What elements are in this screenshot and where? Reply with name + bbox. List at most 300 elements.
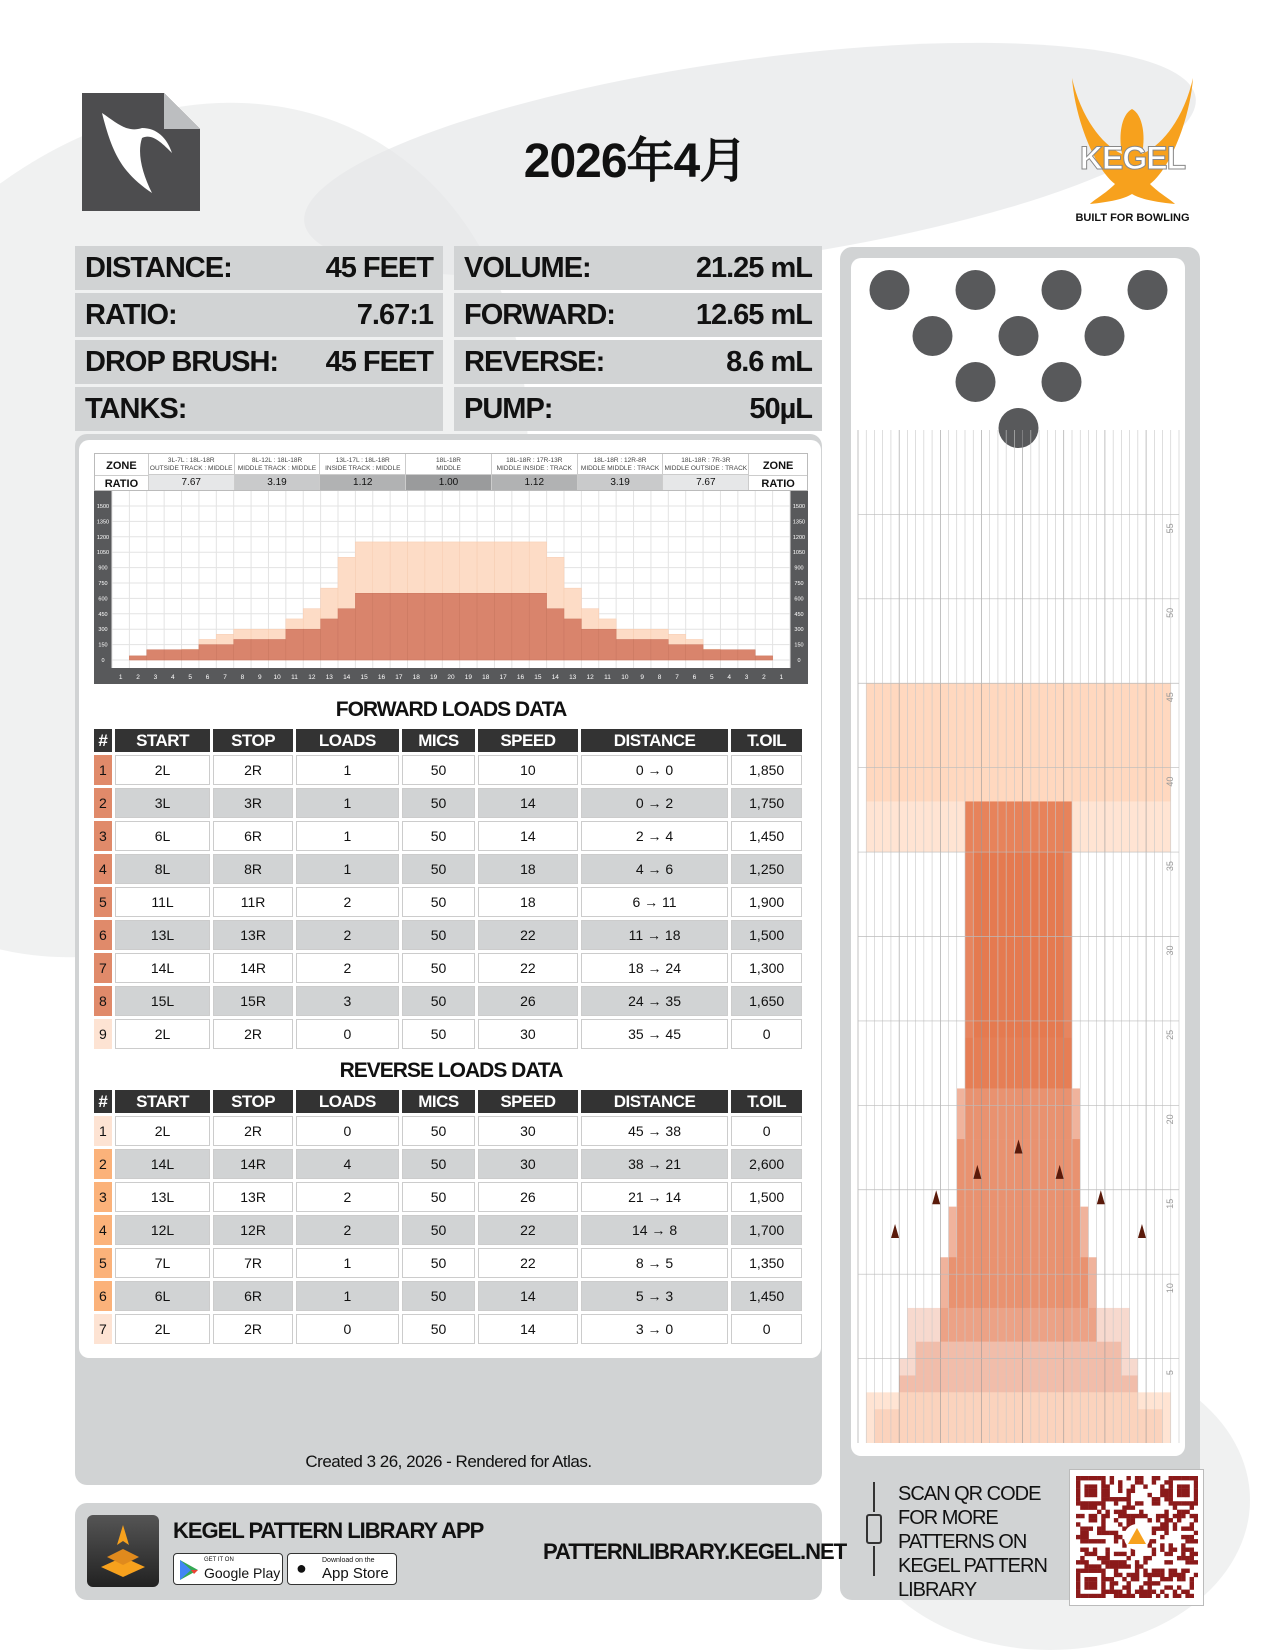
zone-name: MIDDLE — [436, 465, 461, 472]
table-cell: 1,850 — [731, 755, 802, 785]
oil-layer — [866, 683, 1171, 801]
qr-module — [1169, 1548, 1173, 1552]
qr-module — [1122, 1543, 1126, 1547]
pattern-file-logo — [82, 93, 200, 211]
table-cell: 5 → 3 — [581, 1281, 729, 1311]
table-cell: 30 — [478, 1116, 578, 1146]
table-cell: 14L — [115, 1149, 211, 1179]
qr-module — [1185, 1476, 1189, 1480]
target-arrow-icon — [1138, 1224, 1146, 1238]
qr-module — [1169, 1493, 1173, 1497]
qr-module — [1076, 1493, 1080, 1497]
qr-module — [1084, 1560, 1088, 1564]
qr-module — [1181, 1526, 1185, 1530]
qr-module — [1097, 1526, 1101, 1530]
table-cell: 14 — [478, 1281, 578, 1311]
x-tick-label: 17 — [395, 674, 403, 681]
qr-module — [1084, 1585, 1088, 1589]
zone-ratio: 1.12 — [492, 474, 577, 490]
zone-boards: 3L-7L : 18L-18R — [167, 457, 215, 464]
qr-module — [1164, 1493, 1168, 1497]
qr-module — [1105, 1564, 1109, 1568]
qr-module — [1126, 1556, 1130, 1560]
qr-module — [1126, 1564, 1130, 1568]
qr-module — [1126, 1518, 1130, 1522]
bar-front — [303, 629, 320, 660]
table-cell: 0 — [731, 1019, 802, 1049]
google-play-button[interactable] — [173, 1553, 283, 1585]
y-tick-label-right: 750 — [794, 581, 804, 587]
table-cell: 2L — [115, 1116, 211, 1146]
x-tick-label: 2 — [762, 674, 766, 681]
qr-module — [1181, 1510, 1185, 1514]
qr-module — [1097, 1539, 1101, 1543]
x-tick-label: 16 — [377, 674, 386, 681]
qr-module — [1181, 1489, 1185, 1493]
qr-module — [1169, 1573, 1173, 1577]
table-cell: 9 — [94, 1019, 112, 1049]
qr-module — [1122, 1505, 1126, 1509]
table-cell: 14 → 8 — [581, 1215, 729, 1245]
stat-label: TANKS: — [85, 392, 187, 425]
pin-icon — [1042, 270, 1082, 310]
kegel-logo — [1060, 74, 1205, 229]
table-row — [94, 920, 802, 950]
y-tick-label-left: 750 — [98, 581, 108, 587]
qr-module — [1177, 1510, 1181, 1514]
y-tick-label-right: 1200 — [792, 534, 806, 541]
stat-tanks — [75, 387, 443, 431]
qr-module — [1143, 1556, 1147, 1560]
app-icon[interactable] — [87, 1515, 159, 1587]
qr-module — [1118, 1552, 1122, 1556]
table-cell: 2R — [213, 755, 293, 785]
qr-module — [1118, 1480, 1122, 1484]
bar-front — [668, 645, 685, 660]
qr-module — [1194, 1501, 1198, 1505]
qr-module — [1126, 1514, 1130, 1518]
table-cell: 5 — [94, 1248, 112, 1278]
column-header: DISTANCE — [581, 729, 729, 752]
table-cell: 35 → 45 — [581, 1019, 729, 1049]
qr-module — [1080, 1531, 1084, 1535]
qr-module — [1194, 1493, 1198, 1497]
qr-module — [1152, 1526, 1156, 1530]
qr-module — [1122, 1510, 1126, 1514]
qr-module — [1097, 1564, 1101, 1568]
column-header: START — [115, 729, 211, 752]
zone-name: MIDDLE INSIDE : TRACK — [496, 465, 572, 472]
qr-module — [1164, 1489, 1168, 1493]
qr-module — [1143, 1484, 1147, 1488]
bar-front — [234, 639, 251, 660]
table-cell: 2L — [115, 1314, 211, 1344]
qr-module — [1089, 1539, 1093, 1543]
zone-boards: 18L-18R : 17R-13R — [506, 457, 563, 464]
qr-module — [1190, 1560, 1194, 1564]
qr-module — [1173, 1548, 1177, 1552]
zone-ratio: 3.19 — [235, 474, 320, 490]
qr-module — [1139, 1594, 1143, 1598]
table-cell: 26 — [478, 986, 578, 1016]
bar-front — [477, 593, 494, 660]
y-tick-label-left: 600 — [98, 596, 108, 603]
qr-module — [1173, 1505, 1177, 1509]
table-cell: 50 — [402, 1149, 475, 1179]
table-cell: 50 — [402, 1248, 475, 1278]
column-header: START — [115, 1090, 211, 1113]
qr-module — [1080, 1569, 1084, 1573]
qr-module — [1152, 1539, 1156, 1543]
column-header: LOADS — [296, 729, 399, 752]
table-row — [94, 1281, 802, 1311]
qr-module — [1190, 1585, 1194, 1589]
qr-module — [1190, 1552, 1194, 1556]
column-header: T.OIL — [731, 729, 802, 752]
qr-module — [1126, 1581, 1130, 1585]
qr-module — [1089, 1581, 1093, 1585]
x-tick-label: 19 — [429, 674, 438, 681]
zone-column — [663, 454, 749, 490]
target-arrow-icon — [1097, 1190, 1105, 1204]
table-cell: 11 → 18 — [581, 920, 729, 950]
qr-module — [1093, 1493, 1097, 1497]
zone-name: INSIDE TRACK : MIDDLE — [325, 465, 401, 472]
stat-label: DISTANCE: — [85, 251, 232, 284]
table-cell: 1,300 — [731, 953, 802, 983]
qr-module — [1093, 1514, 1097, 1518]
stat-value: 12.65 mL — [695, 298, 812, 331]
table-cell: 7R — [213, 1248, 293, 1278]
table-cell: 8 → 5 — [581, 1248, 729, 1278]
qr-module — [1185, 1489, 1189, 1493]
qr-module — [1181, 1543, 1185, 1547]
qr-module — [1126, 1501, 1130, 1505]
qr-module — [1101, 1489, 1105, 1493]
qr-module — [1122, 1560, 1126, 1564]
qr-module — [1181, 1484, 1185, 1488]
qr-module — [1118, 1522, 1122, 1526]
table-cell: 0 — [296, 1019, 399, 1049]
table-cell: 22 — [478, 1248, 578, 1278]
x-tick-label: 3 — [153, 674, 158, 681]
oil-layer — [899, 1359, 1138, 1393]
qr-module — [1076, 1594, 1080, 1598]
zone-ratio-table — [94, 453, 808, 491]
qr-module — [1164, 1480, 1168, 1484]
table-cell: 2R — [213, 1314, 293, 1344]
qr-module — [1135, 1590, 1139, 1594]
table-cell: 2L — [115, 1019, 211, 1049]
x-tick-label: 10 — [273, 674, 281, 681]
app-promo-bar — [75, 1503, 847, 1600]
app-store-button[interactable] — [287, 1553, 397, 1585]
qr-module — [1084, 1564, 1088, 1568]
qr-module — [1105, 1489, 1109, 1493]
qr-module — [1126, 1505, 1130, 1509]
table-cell: 4 — [94, 1215, 112, 1245]
qr-module — [1101, 1476, 1105, 1480]
qr-module — [1143, 1581, 1147, 1585]
qr-module — [1101, 1585, 1105, 1589]
qr-module — [1152, 1531, 1156, 1535]
qr-module — [1152, 1569, 1156, 1573]
y-tick-label-right: 1050 — [792, 550, 806, 557]
qr-module — [1131, 1489, 1135, 1493]
qr-module — [1148, 1590, 1152, 1594]
qr-module — [1093, 1505, 1097, 1509]
x-tick-label: 17 — [499, 674, 507, 681]
qr-module — [1185, 1510, 1189, 1514]
table-cell: 2R — [213, 1019, 293, 1049]
table-cell: 6R — [213, 821, 293, 851]
qr-module — [1152, 1590, 1156, 1594]
qr-module — [1190, 1556, 1194, 1560]
distance-label: 5 — [1165, 1370, 1175, 1376]
qr-module — [1139, 1564, 1143, 1568]
qr-module — [1169, 1585, 1173, 1589]
x-tick-label: 4 — [171, 674, 175, 681]
table-cell: 10 — [478, 755, 578, 785]
qr-module — [1181, 1535, 1185, 1539]
distance-label: 15 — [1165, 1198, 1175, 1209]
qr-module — [1118, 1535, 1122, 1539]
qr-module — [1160, 1484, 1164, 1488]
x-tick-label: 15 — [534, 674, 542, 681]
qr-module — [1126, 1573, 1130, 1577]
table-cell: 30 — [478, 1149, 578, 1179]
qr-module — [1105, 1484, 1109, 1488]
qr-module — [1143, 1514, 1147, 1518]
qr-module — [1185, 1539, 1189, 1543]
qr-module — [1181, 1552, 1185, 1556]
qr-module — [1089, 1569, 1093, 1573]
y-tick-label-left: 900 — [98, 565, 108, 572]
zone-ratio: 1.00 — [406, 474, 491, 490]
table-cell: 15R — [213, 986, 293, 1016]
qr-module — [1101, 1505, 1105, 1509]
qr-module — [1110, 1480, 1114, 1484]
bar-front — [720, 650, 737, 660]
qr-module — [1173, 1522, 1177, 1526]
qr-module — [1118, 1484, 1122, 1488]
qr-module — [1160, 1535, 1164, 1539]
qr-module — [1089, 1518, 1093, 1522]
qr-code[interactable] — [1069, 1469, 1204, 1606]
qr-module — [1173, 1590, 1177, 1594]
qr-module — [1148, 1573, 1152, 1577]
qr-module — [1089, 1505, 1093, 1509]
zone-column — [149, 454, 235, 490]
brand-wordmark: KEGEL — [1079, 140, 1186, 176]
qr-module — [1084, 1552, 1088, 1556]
qr-module — [1194, 1514, 1198, 1518]
qr-module — [1084, 1577, 1088, 1581]
x-tick-label: 6 — [205, 674, 210, 681]
qr-module — [1110, 1560, 1114, 1564]
table-cell: 6 — [94, 1281, 112, 1311]
stat-value: 45 FEET — [325, 251, 433, 284]
qr-module — [1160, 1543, 1164, 1547]
app-store-label: App Store — [322, 1565, 389, 1582]
ratio-label: RATIO — [95, 475, 148, 491]
stat-value: 21.25 mL — [695, 251, 812, 284]
qr-module — [1084, 1569, 1088, 1573]
table-cell: 1,500 — [731, 920, 802, 950]
qr-module — [1164, 1585, 1168, 1589]
qr-module — [1084, 1539, 1088, 1543]
x-tick-label: 18 — [412, 674, 420, 681]
table-cell: 22 — [478, 1215, 578, 1245]
oil-layer — [949, 1207, 1089, 1308]
qr-module — [1164, 1577, 1168, 1581]
x-tick-label: 5 — [188, 674, 193, 681]
zone-boards: 8L-12L : 18L-18R — [251, 457, 303, 464]
qr-module — [1080, 1556, 1084, 1560]
table-row — [94, 755, 802, 785]
qr-module — [1164, 1497, 1168, 1501]
qr-module — [1097, 1556, 1101, 1560]
qr-module — [1148, 1493, 1152, 1497]
qr-module — [1110, 1585, 1114, 1589]
qr-module — [1169, 1577, 1173, 1581]
qr-module — [1105, 1577, 1109, 1581]
qr-module — [1156, 1569, 1160, 1573]
qr-module — [1114, 1501, 1118, 1505]
app-store-small-label: Download on the — [322, 1557, 375, 1564]
distance-label: 10 — [1165, 1283, 1175, 1294]
table-cell: 13R — [213, 920, 293, 950]
qr-module — [1089, 1489, 1093, 1493]
qr-module — [1148, 1577, 1152, 1581]
x-tick-label: 4 — [727, 674, 731, 681]
qr-module — [1135, 1577, 1139, 1581]
table-cell: 12R — [213, 1215, 293, 1245]
qr-module — [1093, 1569, 1097, 1573]
qr-module — [1126, 1585, 1130, 1589]
stat-label: FORWARD: — [464, 298, 615, 331]
qr-module — [1164, 1518, 1168, 1522]
qr-module — [1148, 1518, 1152, 1522]
google-play-icon — [180, 1560, 198, 1580]
qr-module — [1110, 1476, 1114, 1480]
qr-module — [1152, 1581, 1156, 1585]
zone-boards: 18L-18R : 12R-8R — [593, 457, 647, 464]
table-cell: 45 → 38 — [581, 1116, 729, 1146]
qr-module — [1076, 1501, 1080, 1505]
qr-module — [1177, 1594, 1181, 1598]
qr-module — [1093, 1585, 1097, 1589]
table-cell: 6L — [115, 1281, 211, 1311]
qr-module — [1076, 1489, 1080, 1493]
y-tick-label-left: 0 — [101, 658, 105, 664]
reverse-loads-table — [91, 1087, 805, 1347]
qr-module — [1101, 1531, 1105, 1535]
qr-module — [1169, 1489, 1173, 1493]
qr-module — [1190, 1577, 1194, 1581]
table-cell: 18 → 24 — [581, 953, 729, 983]
zone-name: MIDDLE OUTSIDE : TRACK — [664, 465, 748, 472]
qr-module — [1173, 1514, 1177, 1518]
qr-module — [1131, 1577, 1135, 1581]
qr-module — [1177, 1501, 1181, 1505]
qr-module — [1101, 1539, 1105, 1543]
qr-module — [1143, 1569, 1147, 1573]
qr-module — [1105, 1514, 1109, 1518]
qr-module — [1093, 1489, 1097, 1493]
qr-module — [1084, 1548, 1088, 1552]
created-note: Created 3 26, 2026 - Rendered for Atlas. — [305, 1452, 592, 1471]
table-cell: 24 → 35 — [581, 986, 729, 1016]
qr-module — [1089, 1501, 1093, 1505]
qr-module — [1080, 1535, 1084, 1539]
table-cell: 50 — [402, 755, 475, 785]
qr-module — [1148, 1585, 1152, 1589]
pin-icon — [870, 270, 910, 310]
pattern-library-link[interactable]: PATTERNLIBRARY.KEGEL.NET — [543, 1539, 847, 1564]
qr-module — [1185, 1569, 1189, 1573]
qr-module — [1110, 1590, 1114, 1594]
bar-front — [216, 645, 233, 660]
qr-module — [1135, 1476, 1139, 1480]
qr-module — [1143, 1573, 1147, 1577]
y-tick-label-left: 450 — [98, 611, 108, 618]
bar-front — [512, 593, 529, 660]
zone-description — [492, 454, 577, 474]
qr-module — [1156, 1514, 1160, 1518]
pin-icon — [999, 316, 1039, 356]
table-row — [94, 821, 802, 851]
zone-label: ZONE — [762, 460, 794, 472]
qr-module — [1076, 1476, 1080, 1480]
column-header: STOP — [213, 729, 293, 752]
qr-module — [1164, 1560, 1168, 1564]
header-row — [94, 729, 802, 752]
qr-module — [1089, 1564, 1093, 1568]
zone-description — [578, 454, 663, 474]
qr-module — [1194, 1489, 1198, 1493]
distance-label: 40 — [1165, 776, 1175, 787]
table-cell: 0 — [296, 1314, 399, 1344]
column-header: # — [94, 729, 112, 752]
table-row — [94, 1248, 802, 1278]
bar-front — [425, 593, 442, 660]
qr-module — [1110, 1581, 1114, 1585]
qr-module — [1089, 1585, 1093, 1589]
x-tick-label: 11 — [291, 674, 298, 681]
table-cell: 21 → 14 — [581, 1182, 729, 1212]
qr-module — [1131, 1484, 1135, 1488]
qr-module — [1139, 1585, 1143, 1589]
qr-module — [1156, 1526, 1160, 1530]
table-cell: 4 → 6 — [581, 854, 729, 884]
qr-module — [1101, 1480, 1105, 1484]
qr-module — [1101, 1526, 1105, 1530]
y-tick-label-left: 1200 — [96, 534, 110, 541]
stat-value: 8.6 mL — [726, 345, 812, 378]
stat-dropbrush — [75, 340, 443, 384]
qr-module — [1105, 1552, 1109, 1556]
zone-ratio: 3.19 — [578, 474, 663, 490]
reverse-loads-title: REVERSE LOADS DATA — [339, 1059, 563, 1082]
qr-module — [1126, 1476, 1130, 1480]
stat-label: DROP BRUSH: — [85, 345, 279, 378]
qr-module — [1160, 1548, 1164, 1552]
x-tick-label: 12 — [308, 674, 316, 681]
stat-forward — [454, 293, 822, 337]
x-tick-label: 9 — [257, 674, 262, 681]
qr-module — [1169, 1518, 1173, 1522]
